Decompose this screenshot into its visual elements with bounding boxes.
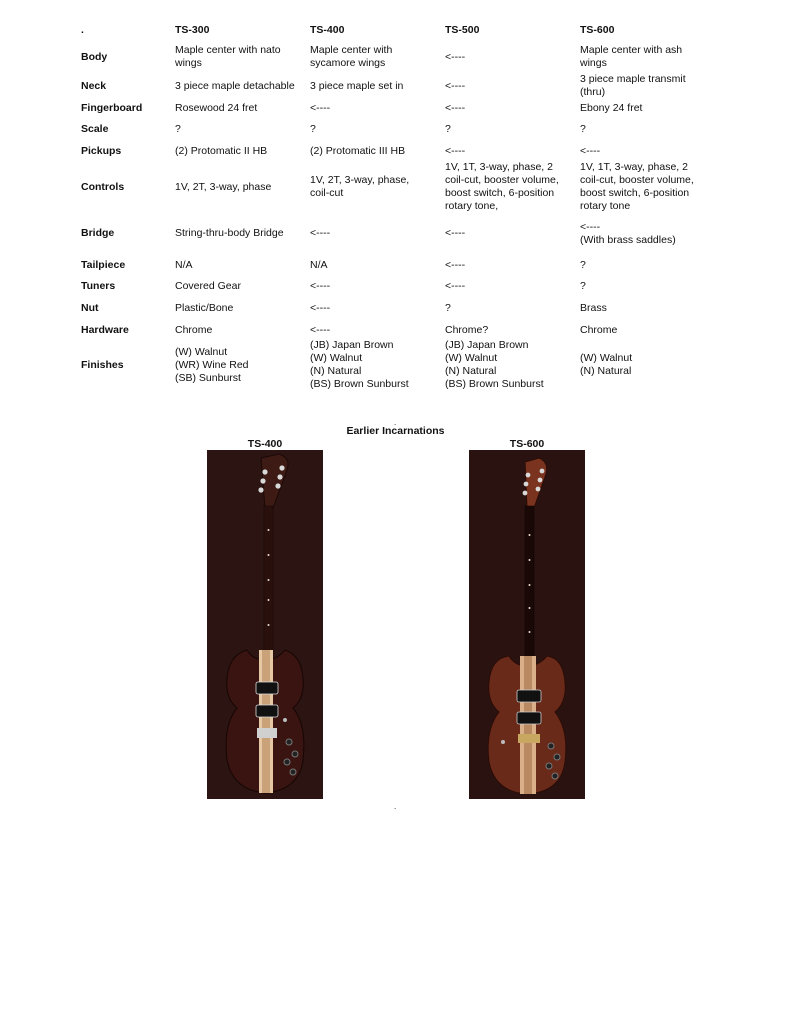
photo-label-ts-600: TS-600 — [509, 438, 545, 450]
table-row — [76, 255, 726, 275]
spec-value: <---- — [445, 144, 466, 157]
spec-value: <---- — [310, 301, 331, 314]
spec-value: Rosewood 24 fret — [175, 101, 258, 114]
row-label: Nut — [81, 301, 99, 314]
spec-value: <---- — [445, 227, 466, 239]
photo-label-ts-400: TS-400 — [247, 438, 283, 450]
guitar-photo-ts-400 — [207, 450, 323, 799]
spec-value: Maple center with sycamore wings — [310, 44, 393, 69]
spec-value: (W) Walnut (WR) Wine Red (SB) Sunburst — [175, 345, 249, 384]
spec-value: Chrome? — [445, 323, 489, 336]
spec-value: ? — [175, 122, 181, 135]
header-model: TS-400 — [310, 23, 345, 36]
row-label: Neck — [81, 79, 107, 92]
spec-value: (2) Protomatic III HB — [310, 144, 406, 157]
spec-value: Chrome — [175, 323, 213, 336]
spec-value: <---- (With brass saddles) — [580, 220, 676, 246]
section-title: Earlier Incarnations — [346, 425, 445, 437]
spec-value: Maple center with nato wings — [175, 44, 281, 69]
spec-value: Brass — [580, 301, 607, 314]
spec-value: <---- — [310, 101, 331, 114]
spec-value: ? — [580, 258, 586, 271]
table-row — [76, 162, 726, 212]
spec-value: 1V, 1T, 3-way, phase, 2 coil-cut, booster volume, boost switch, 6-position rotary tone, — [445, 161, 559, 212]
spec-value: Chrome — [580, 323, 618, 336]
header-model: TS-500 — [445, 23, 480, 36]
row-label: Scale — [81, 122, 109, 135]
table-row — [76, 98, 726, 118]
spec-value: ? — [445, 301, 451, 314]
guitar-illustration-ts-400 — [207, 450, 323, 799]
row-label: Finishes — [81, 358, 124, 371]
spec-value: (2) Protomatic II HB — [175, 144, 268, 157]
spec-value: 3 piece maple transmit (thru) — [580, 73, 686, 98]
spec-value: <---- — [310, 323, 331, 336]
table-header-row — [76, 20, 726, 40]
row-label: Bridge — [81, 227, 115, 239]
spec-value: Ebony 24 fret — [580, 101, 643, 114]
row-label: Tailpiece — [81, 258, 126, 271]
spec-value: (JB) Japan Brown (W) Walnut (N) Natural (BS) Brown Sunburst — [445, 339, 544, 390]
spec-value: ? — [580, 122, 586, 135]
spec-value: Covered Gear — [175, 279, 241, 292]
spec-table — [76, 20, 726, 389]
table-row — [76, 118, 726, 140]
spec-value: (W) Walnut (N) Natural — [580, 352, 633, 377]
spec-value: (JB) Japan Brown (W) Walnut (N) Natural (BS) Brown Sunburst — [310, 339, 409, 390]
spec-value: 1V, 1T, 3-way, phase, 2 coil-cut, booster volume, boost switch, 6-position rotary tone — [580, 161, 694, 212]
spec-value: ? — [445, 122, 451, 135]
row-label: Controls — [81, 180, 125, 193]
row-label: Fingerboard — [81, 101, 143, 114]
row-label: Pickups — [81, 144, 122, 157]
section-dot: . — [394, 418, 397, 427]
table-row — [76, 74, 726, 98]
spec-value: N/A — [175, 258, 193, 271]
row-label: Tuners — [81, 279, 116, 292]
spec-value: Plastic/Bone — [175, 301, 234, 314]
spec-value: N/A — [310, 258, 328, 271]
header-model: TS-300 — [175, 23, 210, 36]
spec-value: 3 piece maple detachable — [175, 79, 295, 92]
header-model: TS-600 — [580, 23, 615, 36]
spec-value: Maple center with ash wings — [580, 44, 683, 69]
header-corner: . — [81, 23, 84, 36]
guitar-photo-ts-600 — [469, 450, 585, 799]
spec-value: ? — [580, 279, 586, 292]
spec-value: <---- — [310, 279, 331, 292]
spec-value: String-thru-body Bridge — [175, 227, 284, 239]
table-row — [76, 140, 726, 162]
table-row — [76, 212, 726, 255]
spec-value: <---- — [580, 144, 601, 157]
spec-value: <---- — [445, 101, 466, 114]
row-label: Hardware — [81, 323, 129, 336]
spec-value: <---- — [310, 227, 331, 239]
table-row — [76, 275, 726, 297]
row-label: Body — [81, 50, 108, 63]
spec-value: 1V, 2T, 3-way, phase, coil-cut — [310, 174, 410, 199]
spec-value: 3 piece maple set in — [310, 79, 404, 92]
spec-value: <---- — [445, 79, 466, 92]
spec-value: ? — [310, 122, 316, 135]
guitar-illustration-ts-600 — [469, 450, 585, 799]
footer-dot: . — [394, 802, 397, 811]
spec-value: <---- — [445, 279, 466, 292]
table-row — [76, 40, 726, 74]
spec-value: <---- — [445, 50, 466, 63]
table-row — [76, 341, 726, 389]
spec-value: <---- — [445, 258, 466, 271]
table-row — [76, 297, 726, 319]
spec-value: 1V, 2T, 3-way, phase — [175, 180, 272, 193]
table-row — [76, 319, 726, 341]
